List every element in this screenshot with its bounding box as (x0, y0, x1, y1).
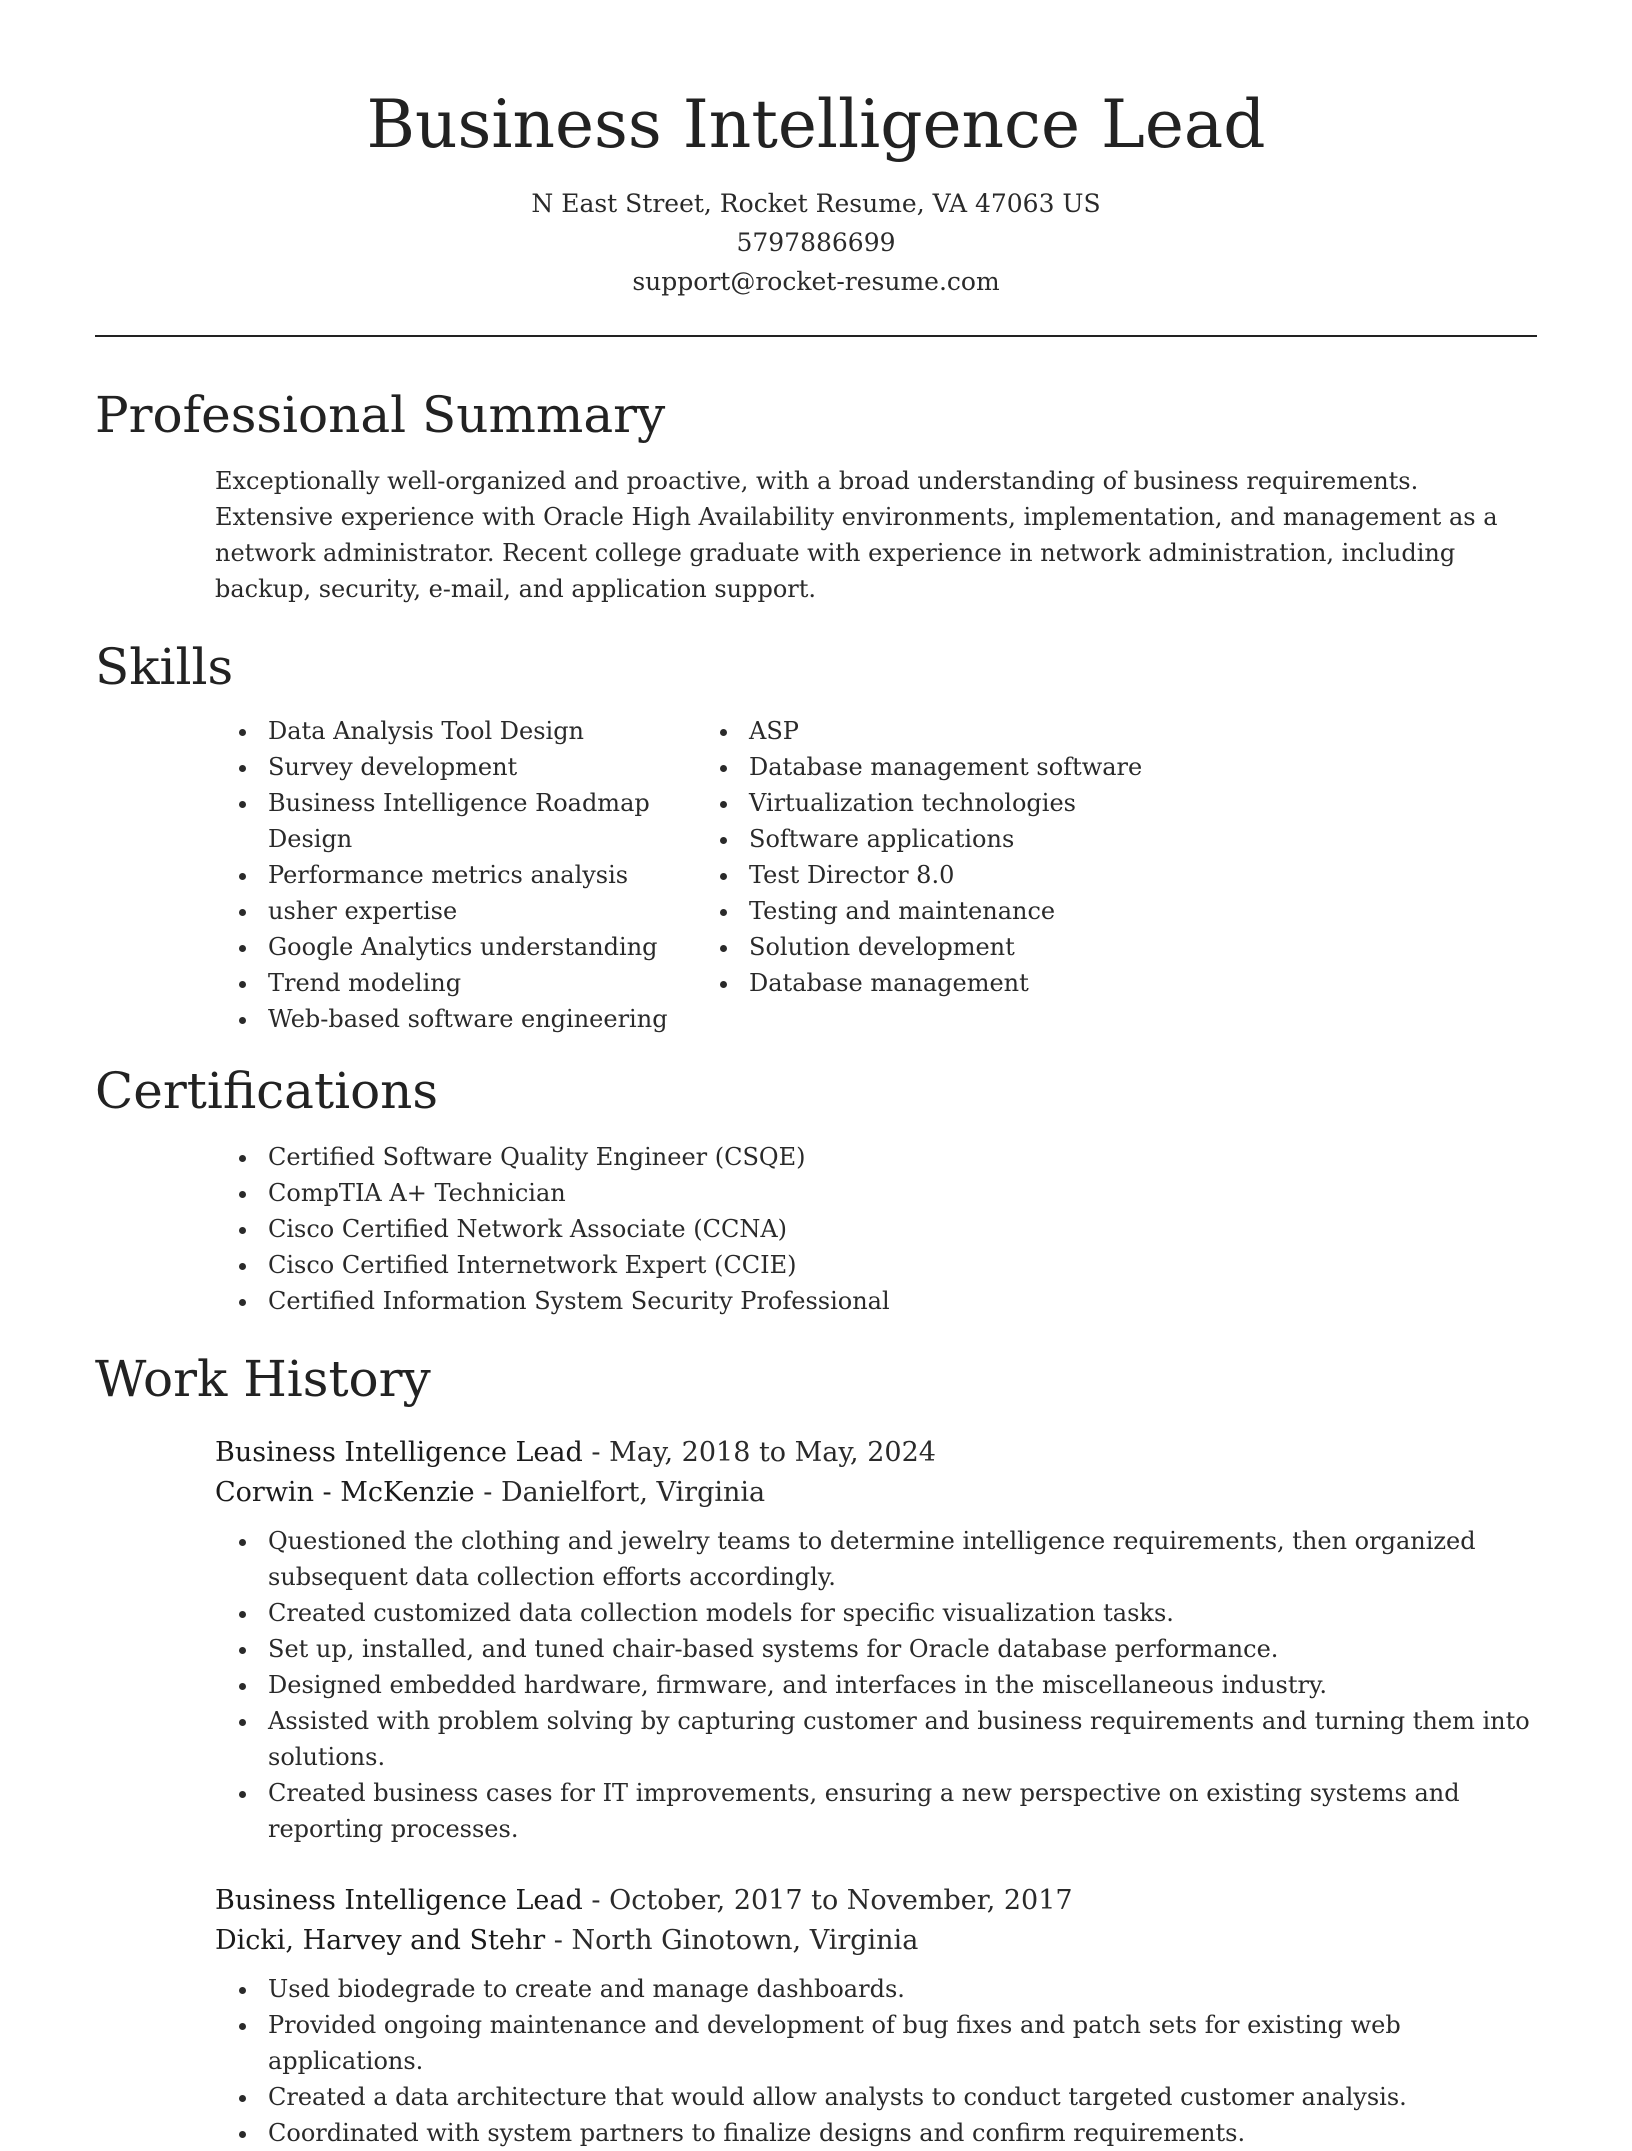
summary-heading: Professional Summary (95, 386, 666, 444)
summary-section (95, 383, 1537, 607)
summary-text: Exceptionally well-organized and proactive, with a broad understanding of business requirements. Extensive experience with Oracle High Availability environments, implementation, and management as a network administrator. Recent college graduate with experience in network administration, including backup, security, e-mail, and application support. (215, 467, 1498, 603)
skill-item: • Web-based software engineering (260, 1001, 741, 1037)
skill-item: • usher expertise (260, 893, 741, 929)
job-dates: - May, 2018 to May, 2024 (582, 1437, 936, 1468)
job-company-line (215, 1473, 1537, 1513)
job-location: - North Ginotown, Virginia (545, 1925, 919, 1956)
job-bullet: • Created customized data collection models for specific visualization tasks. (260, 1595, 1537, 1631)
job-company: Dicki, Harvey and Stehr (215, 1925, 546, 1956)
skill-item: • ASP (741, 713, 1142, 749)
skill-item: • Data Analysis Tool Design (260, 713, 741, 749)
job-entry (215, 1881, 1537, 2151)
skill-item: • Performance metrics analysis (260, 857, 741, 893)
candidate-title: Business Intelligence Lead (366, 86, 1266, 163)
job-bullet: • Set up, installed, and tuned chair-based systems for Oracle database performance. (260, 1631, 1537, 1667)
job-bullet: • Created a data architecture that would allow analysts to conduct targeted customer analysis. (260, 2079, 1537, 2115)
contact-block (95, 184, 1537, 301)
job-company-line (215, 1921, 1537, 1961)
skills-heading: Skills (95, 638, 234, 696)
resume-header (95, 0, 1537, 301)
job-dates: - October, 2017 to November, 2017 (582, 1885, 1073, 1916)
certification-item: • Certified Software Quality Engineer (CSQE) (260, 1139, 1537, 1175)
job-bullet: • Designed embedded hardware, firmware, and interfaces in the miscellaneous industry. (260, 1667, 1537, 1703)
skill-item: • Trend modeling (260, 965, 741, 1001)
job-bullet: • Created business cases for IT improvements, ensuring a new perspective on existing systems and reporting processes. (260, 1775, 1537, 1847)
skills-section (95, 635, 1537, 1037)
job-bullets (215, 1523, 1537, 1847)
job-position: Business Intelligence Lead (215, 1885, 583, 1916)
job-company: Corwin - McKenzie (215, 1477, 475, 1508)
address: N East Street, Rocket Resume, VA 47063 US (531, 189, 1101, 218)
certification-item: • Certified Information System Security Professional (260, 1283, 1537, 1319)
job-bullets (215, 1971, 1537, 2151)
job-location: - Danielfort, Virginia (474, 1477, 766, 1508)
certifications-list (95, 1139, 1537, 1319)
certification-item: • Cisco Certified Network Associate (CCNA) (260, 1211, 1537, 1247)
skill-item: • Database management (741, 965, 1142, 1001)
phone: 5797886699 (736, 228, 896, 257)
job-bullet: • Assisted with problem solving by capturing customer and business requirements and turning them into solutions. (260, 1703, 1537, 1775)
skill-item: • Test Director 8.0 (741, 857, 1142, 893)
skill-item: • Business Intelligence Roadmap Design (260, 785, 741, 857)
email: support@rocket-resume.com (632, 267, 1000, 296)
job-title-line (215, 1881, 1537, 1921)
skill-item: • Survey development (260, 749, 741, 785)
skills-list-left (95, 713, 741, 1037)
skills-columns (95, 713, 1537, 1037)
certification-item: • CompTIA A+ Technician (260, 1175, 1537, 1211)
job-bullet: • Coordinated with system partners to finalize designs and confirm requirements. (260, 2115, 1537, 2151)
job-bullet: • Used biodegrade to create and manage dashboards. (260, 1971, 1537, 2007)
job-entry (215, 1433, 1537, 1847)
certifications-section (95, 1059, 1537, 1319)
skill-item: • Solution development (741, 929, 1142, 965)
job-bullet: • Questioned the clothing and jewelry teams to determine intelligence requirements, then organized subsequent data collection efforts accordingly. (260, 1523, 1537, 1595)
skill-item: • Virtualization technologies (741, 785, 1142, 821)
job-bullet: • Provided ongoing maintenance and development of bug fixes and patch sets for existing web applications. (260, 2007, 1537, 2079)
skill-item: • Testing and maintenance (741, 893, 1142, 929)
job-position: Business Intelligence Lead (215, 1437, 583, 1468)
skills-list-right (741, 713, 1142, 1037)
skill-item: • Software applications (741, 821, 1142, 857)
certifications-heading: Certifications (95, 1062, 439, 1120)
skill-item: • Google Analytics understanding (260, 929, 741, 965)
work-history-section (95, 1347, 1537, 2151)
certification-item: • Cisco Certified Internetwork Expert (CCIE) (260, 1247, 1537, 1283)
job-title-line (215, 1433, 1537, 1473)
header-divider (95, 335, 1537, 337)
skill-item: • Database management software (741, 749, 1142, 785)
work-history-heading: Work History (95, 1350, 431, 1408)
